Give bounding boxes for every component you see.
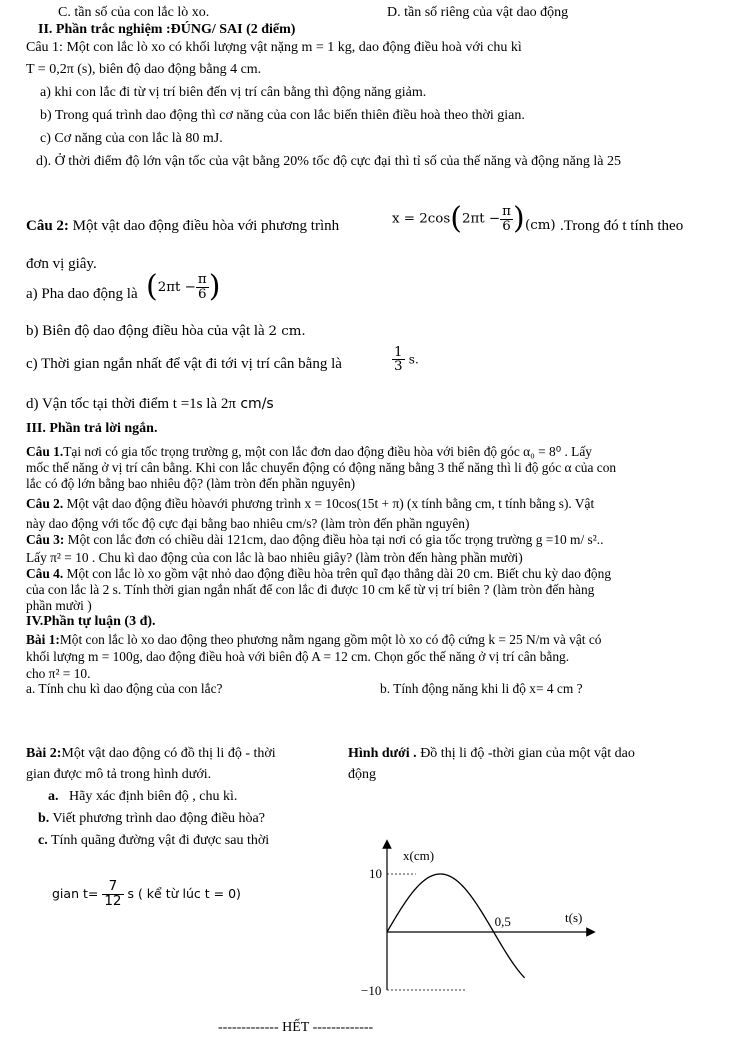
essay-b2-c-den: 12	[104, 892, 122, 909]
essay-b2-a	[48, 789, 237, 805]
tf-q2-a	[26, 286, 138, 303]
tf-q2-line1	[26, 218, 339, 235]
tf-q2-equation: x = 2cos(2πt − $\frac{\pi}{6}$ )	[392, 201, 525, 236]
essay-b1-a: a. Tính chu kì dao động của con lắc?	[26, 681, 223, 696]
tf-q2-d	[26, 396, 274, 413]
mc-option-c: C. tần số của con lắc lò xo.	[58, 5, 210, 20]
tf-q1-line1: Câu 1: Một con lắc lò xo có khối lượng vật nặng m = 1 kg, dao động điều hoà với chu kì	[26, 40, 522, 55]
essay-b2	[26, 746, 276, 762]
tf-q2-unit: (cm)	[525, 218, 556, 233]
essay-b2-c-label: c.	[38, 833, 48, 848]
essay-b2-b-label: b.	[38, 811, 50, 826]
tf-q1-b: b) Trong quá trình dao động thì cơ năng của con lắc biến thiên điều hoà theo thời gian.	[40, 108, 525, 123]
section-2-header: II. Phần trắc nghiệm :ĐÚNG/ SAI (2 điểm)	[38, 22, 296, 37]
end-marker	[218, 1020, 373, 1036]
short-q1	[26, 444, 592, 459]
essay-b1-l2: khối lượng m = 100g, dao động điều hoà với biên độ A = 12 cm. Chọn gốc thế năng ở vị trí cân bằng.	[26, 649, 570, 664]
tf-q1-c: c) Cơ năng của con lắc là 80 mJ.	[40, 131, 223, 146]
x-axis-label: t(s)	[565, 910, 583, 925]
tf-q2-c-frac	[392, 346, 419, 374]
tf-q2-d-unit: cm/s	[235, 396, 274, 412]
figure-caption-l2: động	[348, 767, 376, 782]
short-q2-l1: Một vật dao động điều hòavới phương trình x = 10cos(15t + π) (x tính bằng cm, t tính bằng s). Vật	[63, 496, 595, 511]
essay-b1-b: b. Tính động năng khi li độ x= 4 cm ?	[380, 681, 583, 696]
essay-b2-l2: gian được mô tả trong hình dưới.	[26, 767, 212, 782]
short-q2	[26, 496, 594, 511]
tf-q1-line2: T = 0,2π (s), biên độ dao động bằng 4 cm.	[26, 62, 262, 77]
tf-q2-d-text: d) Vận tốc tại thời điểm t =1s là 2π	[26, 396, 236, 412]
essay-b2-a-text: Hãy xác định biên độ , chu kì.	[69, 789, 238, 804]
essay-b2-b	[38, 811, 265, 827]
short-q1-label: Câu 1.	[26, 444, 64, 459]
displacement-time-chart	[355, 838, 605, 998]
essay-b2-c	[38, 833, 269, 849]
mc-option-d: D. tần số riêng của vật dao động	[387, 5, 569, 20]
essay-b1-label: Bài 1:	[26, 632, 60, 647]
short-q2-l2: này dao động với tốc độ cực đại bằng bao nhiêu cm/s? (làm tròn đến phần nguyên)	[26, 516, 470, 531]
tf-q2-frac-num: π	[502, 204, 511, 220]
tf-q2-eq-lhs: x = 2cos	[392, 211, 451, 227]
tf-q2-a-den: 6	[196, 287, 209, 301]
figure-caption-rest: Đồ thị li độ -thời gian của một vật dao	[416, 746, 635, 761]
short-q2-label: Câu 2.	[26, 496, 64, 511]
short-q1-l2: mốc thế năng ở vị trí cân bằng. Khi con lắc chuyển động có động năng bằng 3 thế năng thì li độ góc α của con	[26, 460, 617, 475]
short-q4-l1: Một con lắc lò xo gồm vật nhỏ dao động điều hòa trên quĩ đạo thẳng dài 20 cm. Biết chu kỳ dao động	[63, 566, 612, 581]
essay-b2-c-num: 7	[108, 878, 118, 894]
tf-q2-b	[26, 323, 306, 340]
tf-q2-a-eq: (2πt − $\frac{\pi}{6}$ )	[146, 269, 221, 304]
section-4-header: IV.Phần tự luận (3 đ).	[26, 614, 156, 629]
tf-q2-c-unit: s.	[408, 352, 419, 367]
essay-b2-l1: Một vật dao động có đồ thị li độ - thời	[61, 746, 276, 761]
short-q4-l3: phần mười )	[26, 598, 92, 613]
tick-label-x-half: 0,5	[494, 914, 511, 929]
short-q3-label: Câu 3:	[26, 532, 65, 547]
tf-q1-a: a) khi con lắc đi từ vị trí biên đến vị trí cân bằng thì động năng giảm.	[40, 85, 427, 100]
figure-caption-bold: Hình dưới .	[348, 746, 417, 761]
tf-q2-a-text: a) Pha dao động là	[26, 286, 138, 302]
essay-b1	[26, 632, 602, 647]
essay-b2-label: Bài 2:	[26, 746, 62, 761]
short-q4-label: Câu 4.	[26, 566, 64, 581]
essay-b2-c-l2	[52, 880, 241, 908]
figure-caption	[348, 746, 635, 762]
short-q3	[26, 532, 603, 547]
essay-b2-c-post: s ( kể từ lúc t = 0)	[123, 885, 241, 901]
y-axis-label: x(cm)	[403, 848, 435, 863]
tf-q2-c-text: c) Thời gian ngắn nhất để vật đi tới vị trí cân bằng là	[26, 356, 342, 372]
tick-label-y-bottom: −10	[361, 983, 382, 998]
essay-b1-l3: cho π² = 10.	[26, 666, 91, 681]
tf-q2-a-eq-text: 2πt −	[157, 279, 196, 295]
tf-q2-eq-inner: 2πt −	[461, 211, 501, 227]
section-3-header: III. Phần trả lời ngắn.	[26, 421, 158, 436]
tf-q2-b-text: b) Biên độ dao động điều hòa của vật là	[26, 323, 269, 339]
short-q3-l2: Lấy π² = 10 . Chu kì dao động của con lắc là bao nhiêu giây? (làm tròn đến hàng phần mười)	[26, 550, 523, 565]
tf-q1-d: d). Ở thời điểm độ lớn vận tốc của vật bằng 20% tốc độ cực đại thì tỉ số của thế năng và động năng là 25	[36, 154, 621, 169]
tf-q2-c-den: 3	[394, 359, 403, 375]
short-q1-l3: lắc có độ lớn bằng bao nhiêu độ? (làm tròn đến phần nguyên)	[26, 476, 356, 491]
tf-q2-label: Câu 2:	[26, 218, 69, 234]
short-q4	[26, 566, 611, 581]
tf-q2-text: Một vật dao động điều hòa với phương trình	[68, 218, 340, 234]
essay-b2-b-text: Viết phương trình dao động điều hòa?	[49, 811, 265, 826]
tf-q2-c	[26, 356, 342, 373]
tf-q2-frac-den: 6	[500, 219, 513, 233]
short-q1-l1: Tại nơi có gia tốc trọng trường g, một con lắc đơn dao động điều hòa với biên độ góc α₀ = 8⁰ . Lấy	[63, 444, 592, 459]
tf-q2-c-num: 1	[394, 345, 403, 360]
tf-q2-b-val: 2 cm.	[268, 324, 306, 339]
tick-label-y-top: 10	[369, 866, 382, 881]
short-q4-l2: của con lắc là 2 s. Tính thời gian ngắn nhất để con lắc đi được 10 cm kể từ vị trí biên ? (làm tròn đến hàng	[26, 582, 595, 597]
tf-q2-a-num: π	[197, 272, 207, 288]
end-marker-text: ------------- HẾT -------------	[218, 1020, 374, 1035]
short-q3-l1: Một con lắc đơn có chiều dài 121cm, dao động điều hòa tại nơi có gia tốc trọng trường g =10 m/ s²..	[64, 532, 604, 547]
essay-b2-c-l1: Tính quãng đường vật đi được sau thời	[47, 833, 270, 848]
tf-q2-tail: .Trong đó t tính theo	[560, 218, 684, 234]
essay-b1-l1: Một con lắc lò xo dao động theo phương nằm ngang gồm một lò xo có độ cứng k = 25 N/m và vật có	[59, 632, 602, 647]
essay-b2-c-pre: gian t=	[52, 885, 103, 901]
tf-q2-line2: đơn vị giây.	[26, 256, 97, 272]
essay-b2-a-label: a.	[48, 789, 59, 804]
